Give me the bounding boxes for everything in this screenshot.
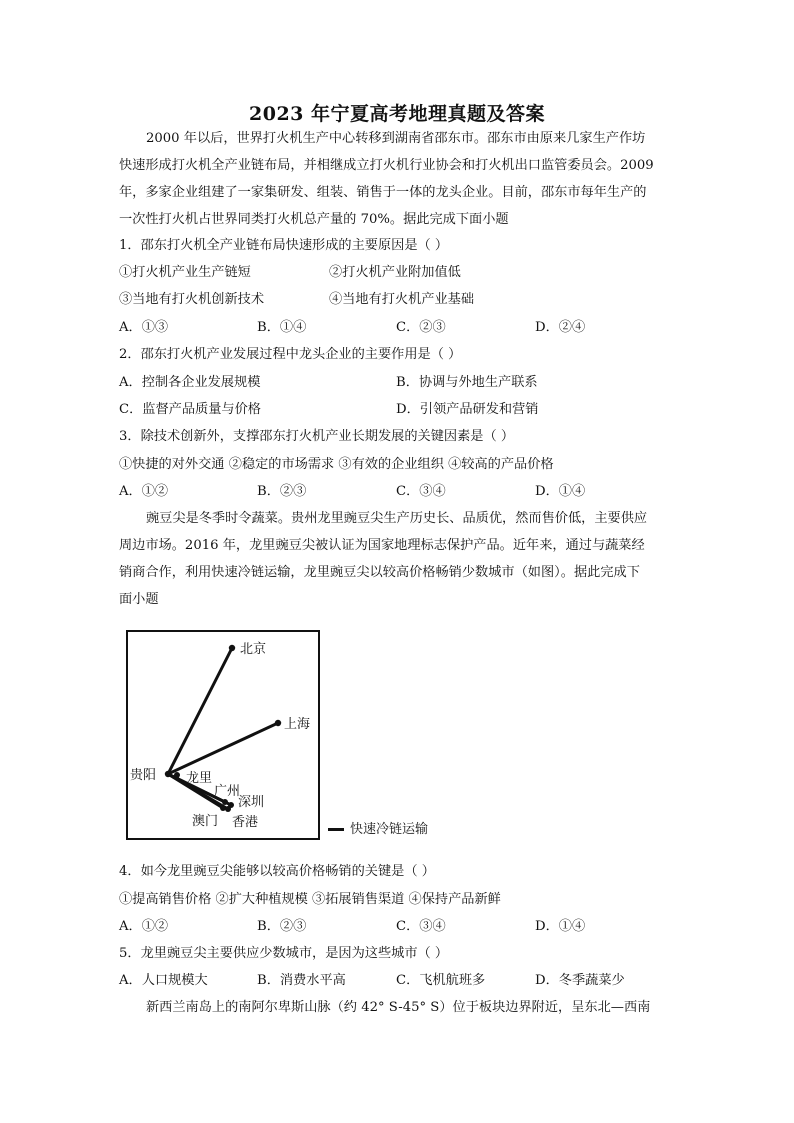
question-3-option-b: B．②③ bbox=[257, 484, 307, 499]
dot-shanghai bbox=[275, 720, 281, 726]
material-2-line-3: 销商合作，利用快速冷链运输，龙里豌豆尖以较高价格畅销少数城市（如图）。据此完成下 bbox=[119, 565, 640, 580]
material-1-line-2: 快速形成打火机全产业链布局，并相继成立打火机行业协会和打火机出口监管委员会。2009 bbox=[119, 158, 654, 173]
question-1-option-b: B．①④ bbox=[257, 320, 307, 335]
label-beijing: 北京 bbox=[240, 642, 267, 657]
question-2-stem: 2．邵东打火机产业发展过程中龙头企业的主要作用是（ ） bbox=[119, 347, 462, 362]
label-hongkong: 香港 bbox=[232, 815, 259, 830]
dot-guangzhou bbox=[222, 799, 228, 805]
question-3-option-d: D．①④ bbox=[535, 484, 586, 499]
question-3-option-a: A．①② bbox=[119, 484, 169, 499]
question-1-statement-4: ④当地有打火机产业基础 bbox=[329, 292, 475, 307]
question-5-option-b: B．消费水平高 bbox=[257, 973, 346, 988]
material-1-paragraph bbox=[119, 125, 675, 233]
page-title: 2023 年宁夏高考地理真题及答案 bbox=[249, 103, 545, 125]
material-1-line-4: 一次性打火机占世界同类打火机总产量的 70%。据此完成下面小题 bbox=[119, 212, 509, 227]
label-shanghai: 上海 bbox=[284, 717, 311, 732]
material-2-line-1: 豌豆尖是冬季时令蔬菜。贵州龙里豌豆尖生产历史长、品质优，然而售价低，主要供应 bbox=[146, 511, 648, 526]
dot-beijing bbox=[229, 645, 235, 651]
question-4-option-c: C．③④ bbox=[396, 919, 446, 934]
question-2-option-b: B．协调与外地生产联系 bbox=[396, 375, 538, 390]
question-4-statements: ①提高销售价格 ②扩大种植规模 ③拓展销售渠道 ④保持产品新鲜 bbox=[119, 892, 501, 907]
route-beijing bbox=[168, 648, 232, 774]
cold-chain-map bbox=[126, 630, 320, 840]
question-5-stem: 5．龙里豌豆尖主要供应少数城市，是因为这些城市（ ） bbox=[119, 946, 449, 961]
label-shenzhen: 深圳 bbox=[238, 795, 265, 810]
question-2-option-c: C．监督产品质量与价格 bbox=[119, 402, 261, 417]
question-1-option-a: A．①③ bbox=[119, 320, 169, 335]
question-4-option-d: D．①④ bbox=[535, 919, 586, 934]
question-2-option-a: A．控制各企业发展规模 bbox=[119, 375, 261, 390]
dot-macau bbox=[220, 805, 226, 811]
question-1-statement-3: ③当地有打火机创新技术 bbox=[119, 292, 265, 307]
question-3-stem: 3．除技术创新外，支撑邵东打火机产业长期发展的关键因素是（ ） bbox=[119, 429, 515, 444]
question-1-option-c: C．②③ bbox=[396, 320, 446, 335]
material-1-line-3: 年，多家企业组建了一家集研发、组装、销售于一体的龙头企业。目前，邵东市每年生产的 bbox=[119, 185, 647, 200]
question-3-option-c: C．③④ bbox=[396, 484, 446, 499]
dot-guiyang bbox=[165, 771, 171, 777]
question-3-statements: ①快捷的对外交通 ②稳定的市场需求 ③有效的企业组织 ④较高的产品价格 bbox=[119, 457, 554, 472]
material-1-line-1: 2000 年以后，世界打火机生产中心转移到湖南省邵东市。邵东市由原来几家生产作坊 bbox=[146, 131, 646, 146]
question-1-statement-1: ①打火机产业生产链短 bbox=[119, 265, 251, 280]
question-1-stem: 1．邵东打火机全产业链布局快速形成的主要原因是（ ） bbox=[119, 238, 449, 253]
label-guangzhou: 广州 bbox=[214, 784, 241, 799]
dot-hongkong bbox=[225, 806, 231, 812]
question-1-option-d: D．②④ bbox=[535, 320, 586, 335]
question-4-option-b: B．②③ bbox=[257, 919, 307, 934]
material-2-line-4: 面小题 bbox=[119, 592, 159, 607]
material-3-paragraph bbox=[119, 994, 675, 1021]
dot-longli bbox=[174, 772, 180, 778]
question-5-option-c: C．飞机航班多 bbox=[396, 973, 486, 988]
question-5-option-d: D．冬季蔬菜少 bbox=[535, 973, 625, 988]
label-guiyang: 贵阳 bbox=[130, 768, 157, 783]
material-3-line-1: 新西兰南岛上的南阿尔卑斯山脉（约 42° S-45° S）位于板块边界附近，呈东北—西南 bbox=[146, 1000, 651, 1015]
question-4-option-a: A．①② bbox=[119, 919, 169, 934]
question-2-option-d: D．引领产品研发和营销 bbox=[396, 402, 539, 417]
material-2-line-2: 周边市场。2016 年，龙里豌豆尖被认证为国家地理标志保护产品。近年来，通过与蔬菜经 bbox=[119, 538, 645, 553]
question-4-stem: 4．如今龙里豌豆尖能够以较高价格畅销的关键是（ ） bbox=[119, 864, 435, 879]
route-shanghai bbox=[168, 723, 278, 774]
legend-label: 快速冷链运输 bbox=[350, 822, 429, 837]
label-longli: 龙里 bbox=[186, 771, 213, 786]
question-5-option-a: A．人口规模大 bbox=[119, 973, 208, 988]
map-legend bbox=[328, 820, 428, 840]
legend-line-symbol bbox=[328, 828, 344, 831]
material-2-paragraph bbox=[119, 505, 675, 613]
map-svg bbox=[128, 632, 317, 837]
label-macau: 澳门 bbox=[192, 814, 219, 829]
question-1-statement-2: ②打火机产业附加值低 bbox=[329, 265, 461, 280]
